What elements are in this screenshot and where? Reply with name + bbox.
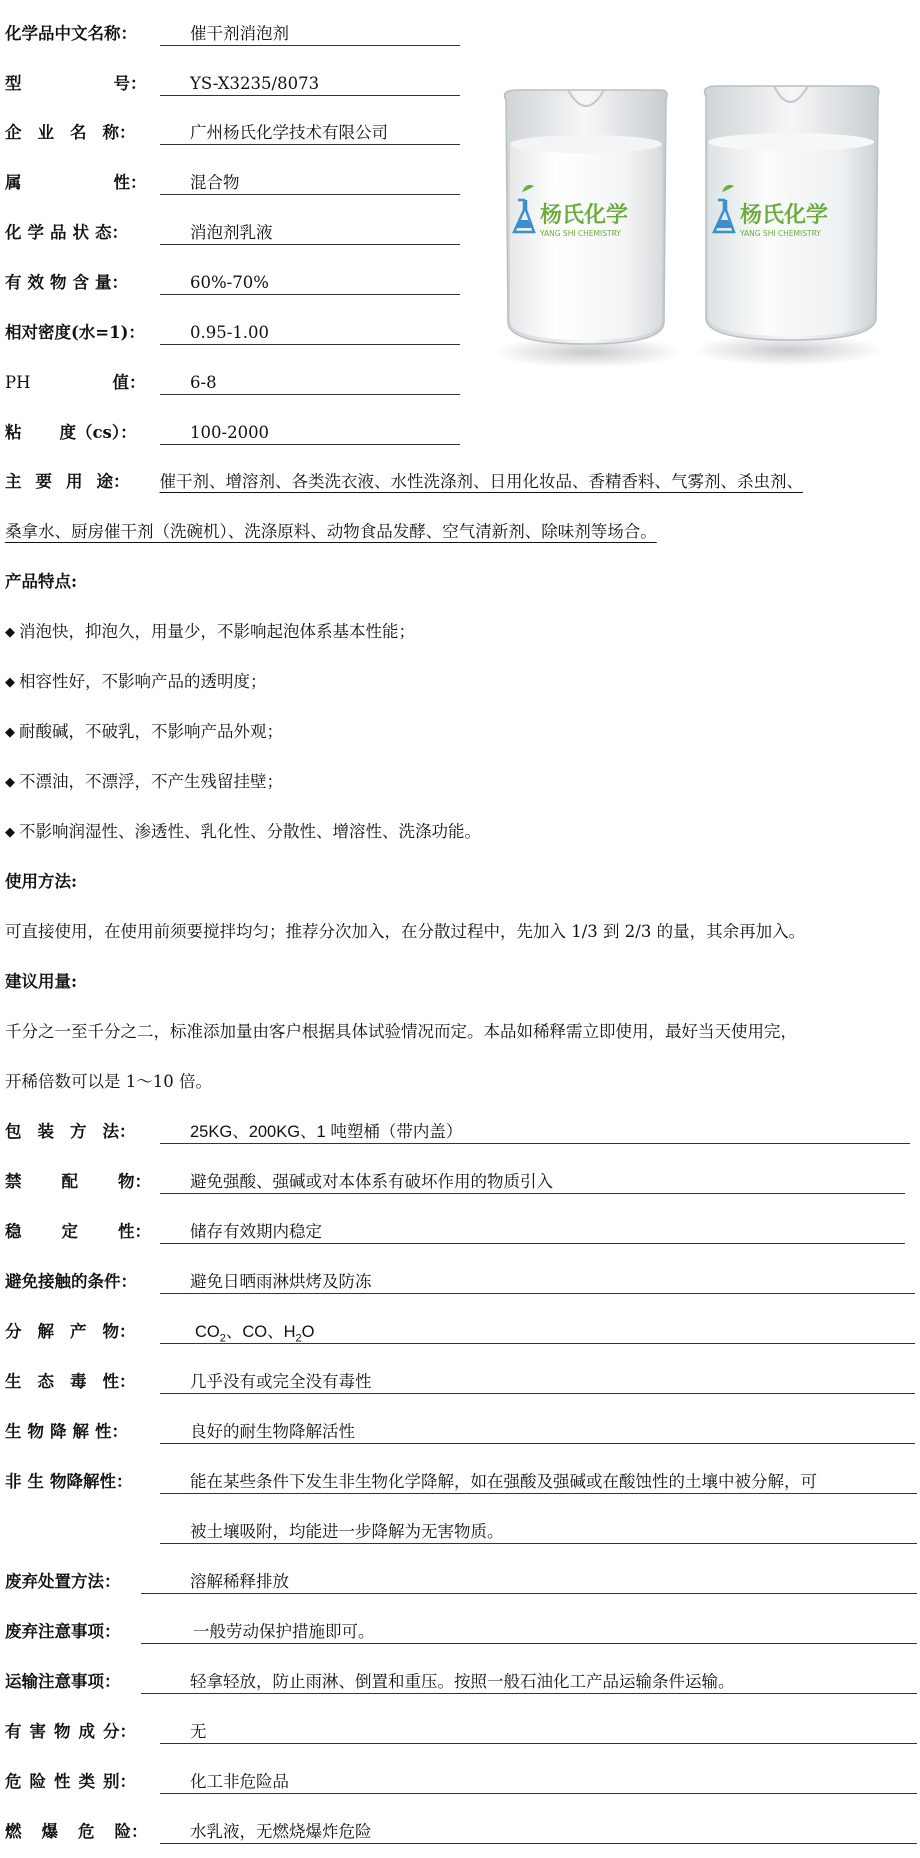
- bullet-icon: ◆: [5, 825, 15, 840]
- spec-label: PH 值：: [5, 373, 146, 392]
- spec-row-stability: [5, 1212, 905, 1252]
- usage-heading: 使用方法:: [5, 872, 78, 891]
- bullet-icon: ◆: [5, 775, 15, 790]
- dosage-heading: 建议用量:: [5, 972, 78, 991]
- spec-row-ph: [5, 363, 465, 403]
- spec-label: 生 物 降 解 性：: [5, 1422, 128, 1441]
- spec-row-decomposition: [5, 1312, 915, 1352]
- spec-value: 0.95-1.00: [190, 323, 270, 342]
- spec-value: 6-8: [190, 373, 217, 392]
- spec-label: 化 学 品 状 态：: [5, 223, 128, 242]
- dosage-text: 千分之一至千分之二，标准添加量由客户根据具体试验情况而定。本品如稀释需立即使用，最好当天使用完，: [5, 1022, 797, 1041]
- brand-cn: 杨氏化学: [540, 203, 629, 228]
- feature-item: ◆ 消泡快，抑泡久，用量少，不影响起泡体系基本性能；: [5, 622, 415, 641]
- brand-en: YANG SHI CHEMISTRY: [740, 229, 821, 238]
- product-photo: [488, 82, 900, 382]
- spec-value: 化工非危险品: [190, 1772, 289, 1791]
- spec-row-transport: [5, 1662, 917, 1702]
- spec-row-state: [5, 213, 465, 253]
- spec-label: 生 态 毒 性：: [5, 1372, 136, 1391]
- spec-value: 消泡剂乳液: [190, 223, 273, 242]
- spec-label: 稳 定 性：: [5, 1222, 151, 1241]
- spec-value: 水乳液，无燃烧爆炸危险: [190, 1822, 372, 1841]
- spec-value: YS-X3235/8073: [190, 74, 320, 93]
- spec-value: 溶解稀释排放: [190, 1572, 289, 1591]
- main-use-text: 桑拿水、厨房催干剂（洗碗机）、洗涤原料、动物食品发酵、空气清新剂、除味剂等场合。: [5, 522, 657, 541]
- spec-label: 非 生 物降解性：: [5, 1472, 133, 1491]
- spec-row-density: [5, 313, 465, 353]
- spec-row-viscosity: [5, 413, 465, 453]
- bullet-icon: ◆: [5, 675, 15, 690]
- spec-value: 储存有效期内稳定: [190, 1222, 322, 1241]
- underline: [160, 1743, 917, 1744]
- spec-row-avoid: [5, 1262, 915, 1302]
- spec-row-content: [5, 263, 465, 303]
- spec-label: 废弃注意事项：: [5, 1622, 121, 1641]
- spec-label: 废弃处置方法：: [5, 1572, 121, 1591]
- main-use-line1: [5, 462, 803, 502]
- spec-value: 避免日晒雨淋烘烤及防冻: [190, 1272, 372, 1291]
- feature-item: ◆ 不影响润湿性、渗透性、乳化性、分散性、增溶性、洗涤功能。: [5, 822, 481, 841]
- spec-row-hazardous: [5, 1712, 917, 1752]
- features-heading: 产品特点:: [5, 572, 78, 591]
- spec-value: $CO_2$、CO、$H_2O$: [195, 1323, 315, 1345]
- spec-row-model: [5, 64, 465, 104]
- main-use-line2: [5, 512, 657, 552]
- feature-item: ◆ 不漂油，不漂浮，不产生残留挂壁；: [5, 772, 283, 791]
- spec-value: 轻拿轻放，防止雨淋、倒置和重压。按照一般石油化工产品运输条件运输。: [190, 1672, 735, 1691]
- spec-row-property: [5, 163, 465, 203]
- spec-value: 避免强酸、强碱或对本体系有破坏作用的物质引入: [190, 1172, 553, 1191]
- spec-label: 避免接触的条件：: [5, 1272, 137, 1291]
- spec-label: 燃 爆 危 险：: [5, 1822, 148, 1841]
- spec-value: 25KG、200KG、1 吨塑桶（带内盖）: [190, 1123, 463, 1141]
- spec-row-danger-class: [5, 1762, 917, 1802]
- spec-label: 企 业 名 称：: [5, 123, 136, 142]
- feature-item: ◆ 相容性好，不影响产品的透明度；: [5, 672, 267, 691]
- spec-label: 危 险 性 类 别：: [5, 1772, 136, 1791]
- spec-label: 有 效 物 含 量：: [5, 273, 128, 292]
- spec-label: 属 性：: [5, 173, 147, 192]
- spec-value: 一般劳动保护措施即可。: [193, 1622, 375, 1641]
- spec-value: 60%-70%: [190, 273, 269, 292]
- spec-value: 被土壤吸附，均能进一步降解为无害物质。: [190, 1522, 504, 1541]
- feature-item: ◆ 耐酸碱，不破乳，不影响产品外观；: [5, 722, 283, 741]
- spec-row-explosion: [5, 1812, 917, 1852]
- spec-label: 粘 度（cs）：: [5, 423, 137, 442]
- spec-value: 混合物: [190, 173, 240, 192]
- spec-value: 无: [190, 1722, 207, 1741]
- spec-value: 能在某些条件下发生非生物化学降解，如在强酸及强碱或在酸蚀性的土壤中被分解，可: [190, 1472, 817, 1491]
- spec-row-disposal-notes: [5, 1612, 917, 1652]
- spec-label: 化学品中文名称：: [5, 24, 137, 43]
- spec-value: 良好的耐生物降解活性: [190, 1422, 355, 1441]
- spec-label: 型 号：: [5, 74, 147, 93]
- spec-value: 广州杨氏化学技术有限公司: [190, 123, 388, 142]
- dosage-text: 开稀倍数可以是 1～10 倍。: [5, 1072, 212, 1091]
- usage-text: 可直接使用，在使用前须要搅拌均匀；推荐分次加入，在分散过程中，先加入 1/3 到 2/3 的量，其余再加入。: [5, 922, 806, 941]
- spec-value: 催干剂消泡剂: [190, 24, 289, 43]
- spec-label: 有 害 物 成 分：: [5, 1722, 136, 1741]
- main-use-text: 催干剂、增溶剂、各类洗衣液、水性洗涤剂、日用化妆品、香精香料、气雾剂、杀虫剂、: [159, 472, 803, 491]
- spec-row-disposal: [5, 1562, 917, 1602]
- spec-row-ecotoxicity: [5, 1362, 915, 1402]
- spec-value: 100-2000: [190, 423, 270, 442]
- spec-label: 包 装 方 法：: [5, 1122, 136, 1141]
- bullet-icon: ◆: [5, 725, 15, 740]
- spec-row-non-bio-cont: [5, 1512, 917, 1552]
- bullet-icon: ◆: [5, 625, 15, 640]
- brand-en: YANG SHI CHEMISTRY: [540, 229, 621, 238]
- spec-row-company: [5, 113, 465, 153]
- spec-value: 几乎没有或完全没有毒性: [190, 1372, 372, 1391]
- spec-row-non-bio: [5, 1462, 917, 1502]
- spec-row-incompatible: [5, 1162, 905, 1202]
- spec-row-chem-name: [5, 14, 465, 54]
- beakers-illustration: [488, 82, 900, 382]
- spec-label: 运输注意事项：: [5, 1672, 121, 1691]
- spec-label: 相对密度(水=1)：: [5, 323, 145, 342]
- spec-row-biodegradability: [5, 1412, 915, 1452]
- brand-cn: 杨氏化学: [740, 203, 829, 228]
- spec-label: 分 解 产 物：: [5, 1322, 136, 1341]
- spec-row-packaging: [5, 1112, 910, 1152]
- spec-label: 禁 配 物：: [5, 1172, 151, 1191]
- main-use-label: 主 要 用 途：: [5, 472, 130, 491]
